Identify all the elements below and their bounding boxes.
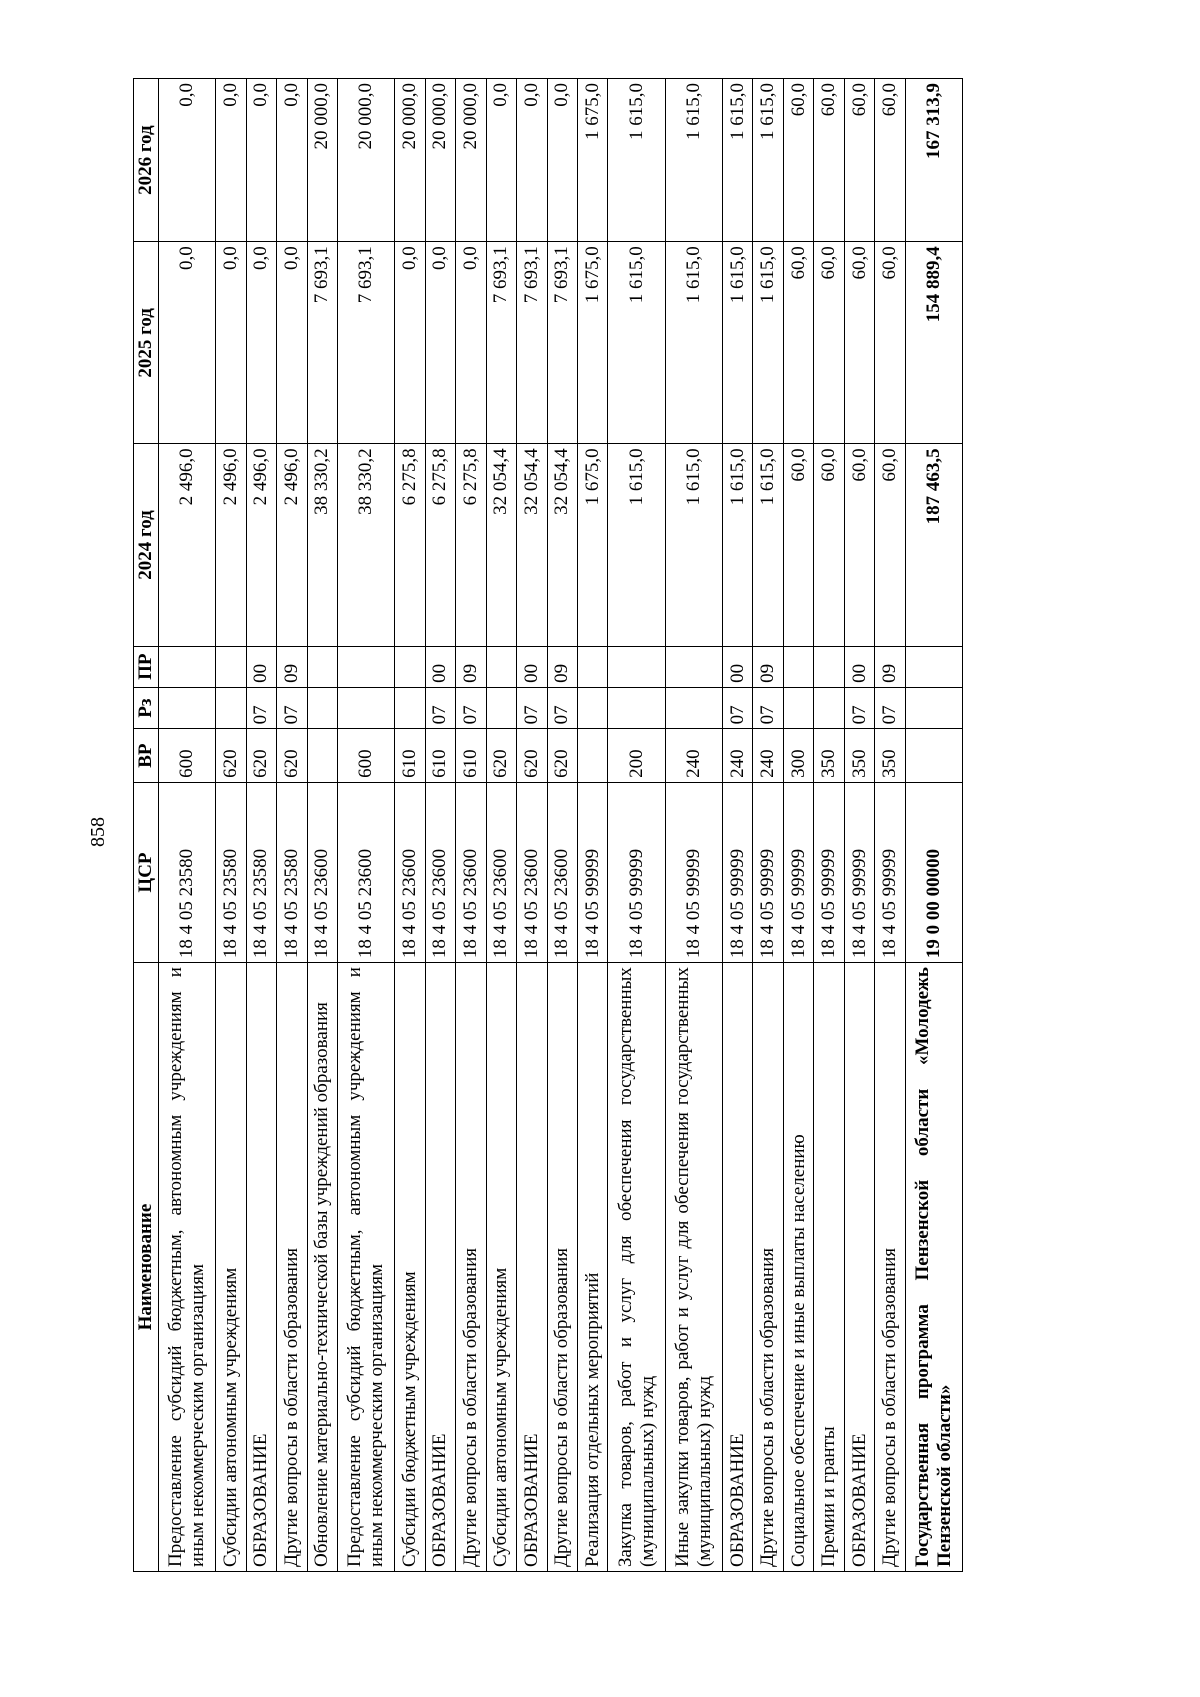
row-vr: 240 bbox=[665, 729, 722, 783]
row-rz bbox=[783, 687, 813, 728]
row-rz bbox=[665, 687, 722, 728]
row-csr: 18 4 05 99999 bbox=[578, 782, 608, 962]
table-row bbox=[277, 79, 307, 1572]
row-vr: 620 bbox=[486, 729, 516, 783]
table-row bbox=[578, 79, 608, 1572]
row-2024: 1 615,0 bbox=[753, 444, 783, 646]
row-2025: 154 889,4 bbox=[905, 242, 962, 444]
row-pr bbox=[905, 646, 962, 687]
row-rz bbox=[905, 687, 962, 728]
table-row bbox=[665, 79, 722, 1572]
row-rz: 07 bbox=[277, 687, 307, 728]
table-header-row bbox=[134, 79, 159, 1572]
row-rz: 07 bbox=[722, 687, 752, 728]
row-rz bbox=[159, 687, 216, 728]
table-row bbox=[722, 79, 752, 1572]
row-pr bbox=[783, 646, 813, 687]
row-name: Субсидии автономным учреждениям bbox=[486, 963, 516, 1572]
row-name: Иные закупки товаров, работ и услуг для обеспечения государственных (муниципальных) нужд bbox=[665, 963, 722, 1572]
table-row bbox=[753, 79, 783, 1572]
row-2025: 60,0 bbox=[844, 242, 874, 444]
row-2026: 1 615,0 bbox=[722, 79, 752, 242]
row-pr: 09 bbox=[753, 646, 783, 687]
row-2026: 0,0 bbox=[246, 79, 276, 242]
row-rz: 07 bbox=[246, 687, 276, 728]
row-2024: 32 054,4 bbox=[547, 444, 577, 646]
row-2026: 0,0 bbox=[547, 79, 577, 242]
row-vr bbox=[307, 729, 337, 783]
row-csr: 18 4 05 23580 bbox=[216, 782, 246, 962]
row-vr bbox=[578, 729, 608, 783]
row-2026: 0,0 bbox=[517, 79, 547, 242]
table-row bbox=[517, 79, 547, 1572]
row-csr: 18 4 05 23600 bbox=[486, 782, 516, 962]
row-vr: 350 bbox=[814, 729, 844, 783]
row-rz bbox=[395, 687, 425, 728]
row-rz bbox=[307, 687, 337, 728]
row-rz bbox=[338, 687, 395, 728]
table-row bbox=[246, 79, 276, 1572]
row-name: ОБРАЗОВАНИЕ bbox=[517, 963, 547, 1572]
table-row bbox=[395, 79, 425, 1572]
row-2025: 0,0 bbox=[395, 242, 425, 444]
row-csr: 18 4 05 23580 bbox=[246, 782, 276, 962]
row-2026: 167 313,9 bbox=[905, 79, 962, 242]
row-pr: 09 bbox=[547, 646, 577, 687]
row-rz: 07 bbox=[875, 687, 905, 728]
row-2026: 1 615,0 bbox=[753, 79, 783, 242]
row-csr: 18 4 05 23600 bbox=[547, 782, 577, 962]
row-pr bbox=[486, 646, 516, 687]
row-csr: 18 4 05 99999 bbox=[875, 782, 905, 962]
row-name: Премии и гранты bbox=[814, 963, 844, 1572]
row-csr: 18 4 05 23600 bbox=[395, 782, 425, 962]
row-rz bbox=[814, 687, 844, 728]
row-vr bbox=[905, 729, 962, 783]
row-name: Другие вопросы в области образования bbox=[547, 963, 577, 1572]
row-pr bbox=[216, 646, 246, 687]
row-vr: 620 bbox=[246, 729, 276, 783]
table-row bbox=[456, 79, 486, 1572]
row-2025: 0,0 bbox=[277, 242, 307, 444]
table-row bbox=[844, 79, 874, 1572]
row-rz: 07 bbox=[844, 687, 874, 728]
row-csr: 18 4 05 99999 bbox=[753, 782, 783, 962]
table-row bbox=[783, 79, 813, 1572]
row-csr: 19 0 00 00000 bbox=[905, 782, 962, 962]
header-pr: ПР bbox=[134, 646, 159, 687]
row-2024: 1 615,0 bbox=[665, 444, 722, 646]
row-2024: 6 275,8 bbox=[456, 444, 486, 646]
row-2026: 0,0 bbox=[486, 79, 516, 242]
header-name: Наименование bbox=[134, 963, 159, 1572]
row-2026: 20 000,0 bbox=[307, 79, 337, 242]
row-name: Закупка товаров, работ и услуг для обеспечения государственных (муниципальных) нужд bbox=[608, 963, 665, 1572]
row-vr: 620 bbox=[517, 729, 547, 783]
row-name: Предоставление субсидий бюджетным, автономным учреждениям и иным некоммерческим организациям bbox=[338, 963, 395, 1572]
row-vr: 620 bbox=[216, 729, 246, 783]
row-2024: 2 496,0 bbox=[159, 444, 216, 646]
row-2024: 6 275,8 bbox=[395, 444, 425, 646]
row-csr: 18 4 05 99999 bbox=[608, 782, 665, 962]
row-rz bbox=[608, 687, 665, 728]
table-row bbox=[486, 79, 516, 1572]
row-vr: 610 bbox=[425, 729, 455, 783]
row-pr bbox=[665, 646, 722, 687]
row-vr: 240 bbox=[753, 729, 783, 783]
row-2025: 60,0 bbox=[875, 242, 905, 444]
header-2024: 2024 год bbox=[134, 444, 159, 646]
row-2026: 0,0 bbox=[277, 79, 307, 242]
row-csr: 18 4 05 99999 bbox=[783, 782, 813, 962]
row-2024: 1 675,0 bbox=[578, 444, 608, 646]
header-2026: 2026 год bbox=[134, 79, 159, 242]
row-name: Субсидии автономным учреждениям bbox=[216, 963, 246, 1572]
table-row bbox=[216, 79, 246, 1572]
row-vr: 350 bbox=[875, 729, 905, 783]
row-2025: 0,0 bbox=[246, 242, 276, 444]
row-csr: 18 4 05 23600 bbox=[425, 782, 455, 962]
row-vr: 610 bbox=[395, 729, 425, 783]
table-row bbox=[159, 79, 216, 1572]
row-2025: 0,0 bbox=[425, 242, 455, 444]
row-csr: 18 4 05 23580 bbox=[159, 782, 216, 962]
row-name: Государственная программа Пензенской области «Молодежь Пензенской области» bbox=[905, 963, 962, 1572]
row-2024: 2 496,0 bbox=[216, 444, 246, 646]
row-vr: 620 bbox=[547, 729, 577, 783]
row-csr: 18 4 05 99999 bbox=[665, 782, 722, 962]
row-pr bbox=[338, 646, 395, 687]
header-vr: ВР bbox=[134, 729, 159, 783]
row-2026: 1 675,0 bbox=[578, 79, 608, 242]
row-pr bbox=[395, 646, 425, 687]
row-pr: 00 bbox=[246, 646, 276, 687]
row-2025: 1 615,0 bbox=[753, 242, 783, 444]
row-name: Субсидии бюджетным учреждениям bbox=[395, 963, 425, 1572]
row-2024: 1 615,0 bbox=[608, 444, 665, 646]
row-name: ОБРАЗОВАНИЕ bbox=[722, 963, 752, 1572]
row-rz bbox=[486, 687, 516, 728]
row-vr: 200 bbox=[608, 729, 665, 783]
row-pr: 09 bbox=[277, 646, 307, 687]
row-csr: 18 4 05 23600 bbox=[456, 782, 486, 962]
row-rz: 07 bbox=[456, 687, 486, 728]
row-2025: 1 615,0 bbox=[722, 242, 752, 444]
row-2026: 60,0 bbox=[844, 79, 874, 242]
row-2024: 2 496,0 bbox=[246, 444, 276, 646]
budget-table-container bbox=[133, 78, 963, 1572]
row-name: Другие вопросы в области образования bbox=[875, 963, 905, 1572]
row-2025: 7 693,1 bbox=[307, 242, 337, 444]
row-2026: 60,0 bbox=[814, 79, 844, 242]
row-vr: 600 bbox=[159, 729, 216, 783]
row-name: Другие вопросы в области образования bbox=[753, 963, 783, 1572]
row-rz: 07 bbox=[753, 687, 783, 728]
table-row bbox=[875, 79, 905, 1572]
row-pr: 00 bbox=[425, 646, 455, 687]
row-2026: 20 000,0 bbox=[395, 79, 425, 242]
budget-table bbox=[133, 78, 963, 1572]
row-csr: 18 4 05 99999 bbox=[722, 782, 752, 962]
row-2024: 32 054,4 bbox=[517, 444, 547, 646]
row-2026: 1 615,0 bbox=[665, 79, 722, 242]
row-2025: 0,0 bbox=[216, 242, 246, 444]
table-row bbox=[425, 79, 455, 1572]
row-pr bbox=[159, 646, 216, 687]
row-2025: 1 615,0 bbox=[608, 242, 665, 444]
row-2024: 60,0 bbox=[814, 444, 844, 646]
row-vr: 600 bbox=[338, 729, 395, 783]
row-vr: 300 bbox=[783, 729, 813, 783]
row-pr bbox=[814, 646, 844, 687]
row-2024: 60,0 bbox=[844, 444, 874, 646]
header-2025: 2025 год bbox=[134, 242, 159, 444]
row-rz: 07 bbox=[425, 687, 455, 728]
row-2025: 0,0 bbox=[159, 242, 216, 444]
row-rz bbox=[216, 687, 246, 728]
row-2026: 0,0 bbox=[216, 79, 246, 242]
row-csr: 18 4 05 23580 bbox=[277, 782, 307, 962]
row-2025: 60,0 bbox=[783, 242, 813, 444]
row-csr: 18 4 05 23600 bbox=[517, 782, 547, 962]
row-vr: 610 bbox=[456, 729, 486, 783]
row-2024: 38 330,2 bbox=[307, 444, 337, 646]
row-2024: 32 054,4 bbox=[486, 444, 516, 646]
header-csr: ЦСР bbox=[134, 782, 159, 962]
row-vr: 240 bbox=[722, 729, 752, 783]
row-name: Другие вопросы в области образования bbox=[277, 963, 307, 1572]
row-name: Обновление материально-технической базы учреждений образования bbox=[307, 963, 337, 1572]
table-row bbox=[547, 79, 577, 1572]
row-2026: 0,0 bbox=[159, 79, 216, 242]
table-row bbox=[814, 79, 844, 1572]
row-2026: 60,0 bbox=[875, 79, 905, 242]
row-2024: 60,0 bbox=[875, 444, 905, 646]
row-name: ОБРАЗОВАНИЕ bbox=[246, 963, 276, 1572]
row-csr: 18 4 05 23600 bbox=[338, 782, 395, 962]
row-vr: 350 bbox=[844, 729, 874, 783]
row-2025: 7 693,1 bbox=[486, 242, 516, 444]
row-rz: 07 bbox=[517, 687, 547, 728]
row-2025: 7 693,1 bbox=[338, 242, 395, 444]
row-2025: 1 615,0 bbox=[665, 242, 722, 444]
row-rz bbox=[578, 687, 608, 728]
row-2025: 7 693,1 bbox=[517, 242, 547, 444]
row-rz: 07 bbox=[547, 687, 577, 728]
row-2026: 20 000,0 bbox=[338, 79, 395, 242]
row-pr: 00 bbox=[517, 646, 547, 687]
row-name: Социальное обеспечение и иные выплаты населению bbox=[783, 963, 813, 1572]
table-row bbox=[307, 79, 337, 1572]
row-pr bbox=[608, 646, 665, 687]
row-vr: 620 bbox=[277, 729, 307, 783]
table-row bbox=[608, 79, 665, 1572]
row-name: ОБРАЗОВАНИЕ bbox=[844, 963, 874, 1572]
row-2024: 1 615,0 bbox=[722, 444, 752, 646]
row-2024: 2 496,0 bbox=[277, 444, 307, 646]
row-csr: 18 4 05 99999 bbox=[844, 782, 874, 962]
row-pr: 00 bbox=[844, 646, 874, 687]
row-2026: 60,0 bbox=[783, 79, 813, 242]
row-2024: 187 463,5 bbox=[905, 444, 962, 646]
row-pr: 00 bbox=[722, 646, 752, 687]
row-pr: 09 bbox=[875, 646, 905, 687]
row-2024: 6 275,8 bbox=[425, 444, 455, 646]
row-pr bbox=[307, 646, 337, 687]
row-name: Другие вопросы в области образования bbox=[456, 963, 486, 1572]
row-name: Предоставление субсидий бюджетным, автономным учреждениям и иным некоммерческим организациям bbox=[159, 963, 216, 1572]
row-pr bbox=[578, 646, 608, 687]
row-2025: 60,0 bbox=[814, 242, 844, 444]
table-row bbox=[905, 79, 962, 1572]
row-pr: 09 bbox=[456, 646, 486, 687]
row-2026: 20 000,0 bbox=[425, 79, 455, 242]
row-2025: 1 675,0 bbox=[578, 242, 608, 444]
row-2024: 38 330,2 bbox=[338, 444, 395, 646]
table-row bbox=[338, 79, 395, 1572]
row-csr: 18 4 05 23600 bbox=[307, 782, 337, 962]
page-number: 858 bbox=[87, 817, 109, 847]
row-name: ОБРАЗОВАНИЕ bbox=[425, 963, 455, 1572]
header-rz: Рз bbox=[134, 687, 159, 728]
row-csr: 18 4 05 99999 bbox=[814, 782, 844, 962]
row-2025: 7 693,1 bbox=[547, 242, 577, 444]
row-2026: 1 615,0 bbox=[608, 79, 665, 242]
row-2024: 60,0 bbox=[783, 444, 813, 646]
row-name: Реализация отдельных мероприятий bbox=[578, 963, 608, 1572]
row-2026: 20 000,0 bbox=[456, 79, 486, 242]
row-2025: 0,0 bbox=[456, 242, 486, 444]
